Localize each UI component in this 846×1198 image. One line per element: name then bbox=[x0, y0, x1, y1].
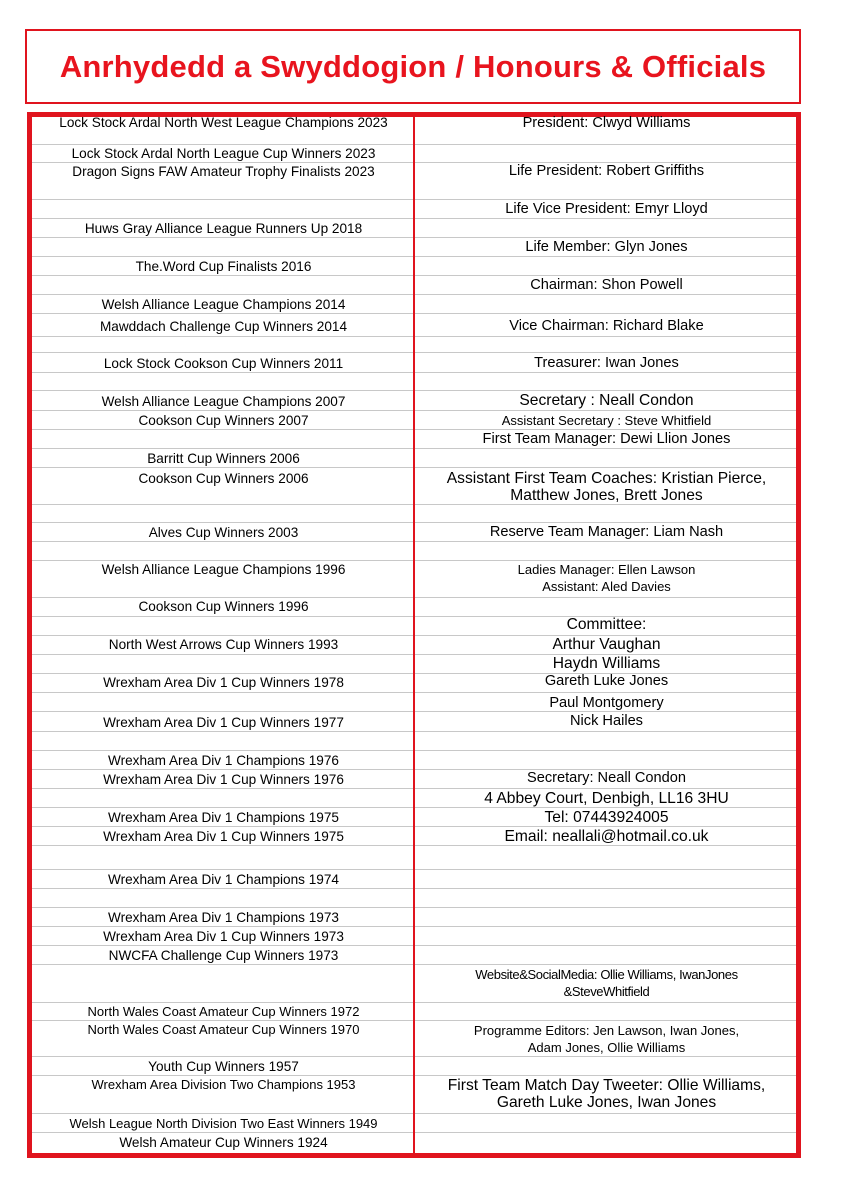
honour-item: Huws Gray Alliance League Runners Up 2018 bbox=[84, 221, 363, 236]
honour-item: Wrexham Area Div 1 Champions 1975 bbox=[108, 810, 339, 825]
row-line bbox=[32, 275, 413, 276]
row-line bbox=[32, 504, 413, 505]
row-line bbox=[32, 390, 413, 391]
honour-item: Alves Cup Winners 2003 bbox=[148, 525, 299, 540]
row-line bbox=[415, 945, 796, 946]
honour-item: Wrexham Area Div 1 Cup Winners 1978 bbox=[103, 675, 344, 690]
row-line bbox=[32, 845, 413, 846]
row-line bbox=[415, 1020, 796, 1021]
row-line bbox=[415, 294, 796, 295]
row-line bbox=[32, 336, 413, 337]
honour-item: Welsh Alliance League Champions 2007 bbox=[101, 394, 346, 409]
row-line bbox=[32, 907, 413, 908]
row-line bbox=[32, 1132, 413, 1133]
row-line bbox=[415, 218, 796, 219]
official-treasurer: Treasurer: Iwan Jones bbox=[534, 355, 679, 371]
contact-email: Email: neallali@hotmail.co.uk bbox=[504, 828, 709, 845]
row-line bbox=[32, 199, 413, 200]
row-line bbox=[415, 964, 796, 965]
row-line bbox=[32, 313, 413, 314]
honour-item: Welsh Amateur Cup Winners 1924 bbox=[119, 1135, 328, 1150]
row-line bbox=[415, 410, 796, 411]
official-life-vice-president: Life Vice President: Emyr Lloyd bbox=[505, 201, 708, 217]
honour-item: Dragon Signs FAW Amateur Trophy Finalists 2023 bbox=[72, 164, 375, 179]
honour-item: Wrexham Area Div 1 Champions 1976 bbox=[108, 753, 339, 768]
media-website-line1: Website&SocialMedia: Ollie Williams, IwanJones bbox=[475, 967, 738, 982]
honour-item: Wrexham Area Div 1 Cup Winners 1977 bbox=[103, 715, 344, 730]
row-line bbox=[415, 467, 796, 468]
row-line bbox=[32, 1113, 413, 1114]
official-assistant-secretary: Assistant Secretary : Steve Whitfield bbox=[501, 413, 712, 428]
honour-item: Wrexham Area Div 1 Cup Winners 1973 bbox=[103, 929, 344, 944]
media-programme-line2: Adam Jones, Ollie Williams bbox=[527, 1040, 686, 1055]
honour-item: North West Arrows Cup Winners 1993 bbox=[108, 637, 339, 652]
row-line bbox=[415, 352, 796, 353]
official-life-member: Life Member: Glyn Jones bbox=[525, 239, 688, 255]
honour-item: Youth Cup Winners 1957 bbox=[148, 1059, 299, 1074]
honour-item: Lock Stock Ardal North West League Champions 2023 bbox=[59, 115, 388, 130]
row-line bbox=[32, 294, 413, 295]
official-president: President: Clwyd Williams bbox=[522, 115, 691, 131]
row-line bbox=[32, 372, 413, 373]
row-line bbox=[32, 826, 413, 827]
official-ladies-assistant: Assistant: Aled Davies bbox=[542, 579, 671, 594]
row-line bbox=[415, 1075, 796, 1076]
row-line bbox=[32, 522, 413, 523]
row-line bbox=[415, 144, 796, 145]
row-line bbox=[32, 945, 413, 946]
row-line bbox=[415, 390, 796, 391]
row-line bbox=[415, 888, 796, 889]
row-line bbox=[32, 429, 413, 430]
official-ladies-manager: Ladies Manager: Ellen Lawson bbox=[517, 562, 696, 577]
row-line bbox=[415, 541, 796, 542]
row-line bbox=[32, 692, 413, 693]
committee-member: Arthur Vaughan bbox=[552, 636, 661, 653]
row-line bbox=[32, 750, 413, 751]
committee-heading: Committee: bbox=[566, 616, 647, 633]
row-line bbox=[415, 313, 796, 314]
official-assistant-coaches-line1: Assistant First Team Coaches: Kristian Pierce, bbox=[446, 470, 767, 487]
honour-item: Welsh League North Division Two East Winners 1949 bbox=[69, 1116, 378, 1131]
row-line bbox=[32, 410, 413, 411]
row-line bbox=[32, 869, 413, 870]
honour-item: Wrexham Area Div 1 Champions 1973 bbox=[108, 910, 339, 925]
row-line bbox=[32, 654, 413, 655]
row-line bbox=[32, 788, 413, 789]
official-reserve-manager: Reserve Team Manager: Liam Nash bbox=[489, 524, 724, 540]
row-line bbox=[415, 1056, 796, 1057]
row-line bbox=[32, 218, 413, 219]
row-line bbox=[32, 448, 413, 449]
row-line bbox=[32, 616, 413, 617]
contact-address: 4 Abbey Court, Denbigh, LL16 3HU bbox=[484, 790, 729, 807]
row-line bbox=[32, 964, 413, 965]
row-line bbox=[32, 467, 413, 468]
row-line bbox=[415, 1132, 796, 1133]
honour-item: Wrexham Area Division Two Champions 1953 bbox=[91, 1077, 356, 1092]
committee-member: Gareth Luke Jones bbox=[544, 673, 669, 689]
row-line bbox=[415, 199, 796, 200]
row-line bbox=[415, 1113, 796, 1114]
honour-item: Cookson Cup Winners 1996 bbox=[138, 599, 309, 614]
row-line bbox=[32, 711, 413, 712]
committee-member: Nick Hailes bbox=[570, 713, 643, 729]
honour-item: Wrexham Area Div 1 Cup Winners 1975 bbox=[103, 829, 344, 844]
row-line bbox=[32, 888, 413, 889]
row-line bbox=[415, 597, 796, 598]
row-line bbox=[415, 1002, 796, 1003]
official-life-president: Life President: Robert Griffiths bbox=[508, 163, 705, 179]
row-line bbox=[415, 788, 796, 789]
row-line bbox=[415, 731, 796, 732]
committee-member: Paul Montgomery bbox=[549, 695, 664, 711]
row-line bbox=[415, 807, 796, 808]
honour-item: Cookson Cup Winners 2006 bbox=[138, 471, 309, 486]
media-tweeter-line2: Gareth Luke Jones, Iwan Jones bbox=[496, 1094, 717, 1111]
page-title: Anrhydedd a Swyddogion / Honours & Officials bbox=[59, 48, 767, 84]
row-line bbox=[415, 522, 796, 523]
row-line bbox=[32, 926, 413, 927]
row-line bbox=[32, 769, 413, 770]
row-line bbox=[32, 256, 413, 257]
official-secretary: Secretary : Neall Condon bbox=[519, 392, 694, 409]
row-line bbox=[415, 448, 796, 449]
committee-member: Haydn Williams bbox=[552, 655, 661, 672]
honour-item: Cookson Cup Winners 2007 bbox=[138, 413, 309, 428]
media-website-line2: &SteveWhitfield bbox=[563, 984, 650, 999]
honour-item: The.Word Cup Finalists 2016 bbox=[135, 259, 312, 274]
contact-tel: Tel: 07443924005 bbox=[544, 809, 669, 826]
honour-item: North Wales Coast Amateur Cup Winners 1970 bbox=[87, 1022, 360, 1037]
media-programme-line1: Programme Editors: Jen Lawson, Iwan Jones, bbox=[473, 1023, 740, 1038]
row-line bbox=[415, 750, 796, 751]
row-line bbox=[415, 256, 796, 257]
official-chairman: Chairman: Shon Powell bbox=[530, 277, 683, 293]
row-line bbox=[415, 372, 796, 373]
honour-item: Lock Stock Cookson Cup Winners 2011 bbox=[103, 356, 344, 371]
official-vice-chairman: Vice Chairman: Richard Blake bbox=[509, 318, 704, 334]
row-line bbox=[415, 869, 796, 870]
row-line bbox=[415, 275, 796, 276]
row-line bbox=[415, 429, 796, 430]
media-tweeter-line1: First Team Match Day Tweeter: Ollie Williams, bbox=[447, 1077, 766, 1094]
honour-item: NWCFA Challenge Cup Winners 1973 bbox=[108, 948, 339, 963]
official-assistant-coaches-line2: Matthew Jones, Brett Jones bbox=[510, 487, 703, 504]
row-line bbox=[32, 1056, 413, 1057]
row-line bbox=[415, 692, 796, 693]
title-box bbox=[25, 29, 801, 104]
row-line bbox=[32, 807, 413, 808]
row-line bbox=[415, 907, 796, 908]
row-line bbox=[32, 237, 413, 238]
honour-item: Mawddach Challenge Cup Winners 2014 bbox=[99, 319, 348, 334]
row-line bbox=[415, 336, 796, 337]
honour-item: Wrexham Area Div 1 Champions 1974 bbox=[108, 872, 339, 887]
row-line bbox=[32, 352, 413, 353]
contact-secretary: Secretary: Neall Condon bbox=[527, 770, 686, 786]
honour-item: Welsh Alliance League Champions 1996 bbox=[101, 562, 346, 577]
row-line bbox=[415, 926, 796, 927]
honour-item: Welsh Alliance League Champions 2014 bbox=[101, 297, 346, 312]
row-line bbox=[415, 826, 796, 827]
official-first-team-manager: First Team Manager: Dewi Llion Jones bbox=[482, 431, 731, 447]
row-line bbox=[32, 731, 413, 732]
honour-item: Lock Stock Ardal North League Cup Winners 2023 bbox=[71, 146, 376, 161]
honour-item: Wrexham Area Div 1 Cup Winners 1976 bbox=[103, 772, 344, 787]
honour-item: North Wales Coast Amateur Cup Winners 1972 bbox=[87, 1004, 360, 1019]
row-line bbox=[415, 845, 796, 846]
row-line bbox=[32, 541, 413, 542]
row-line bbox=[415, 504, 796, 505]
honour-item: Barritt Cup Winners 2006 bbox=[147, 451, 300, 466]
row-line bbox=[415, 237, 796, 238]
